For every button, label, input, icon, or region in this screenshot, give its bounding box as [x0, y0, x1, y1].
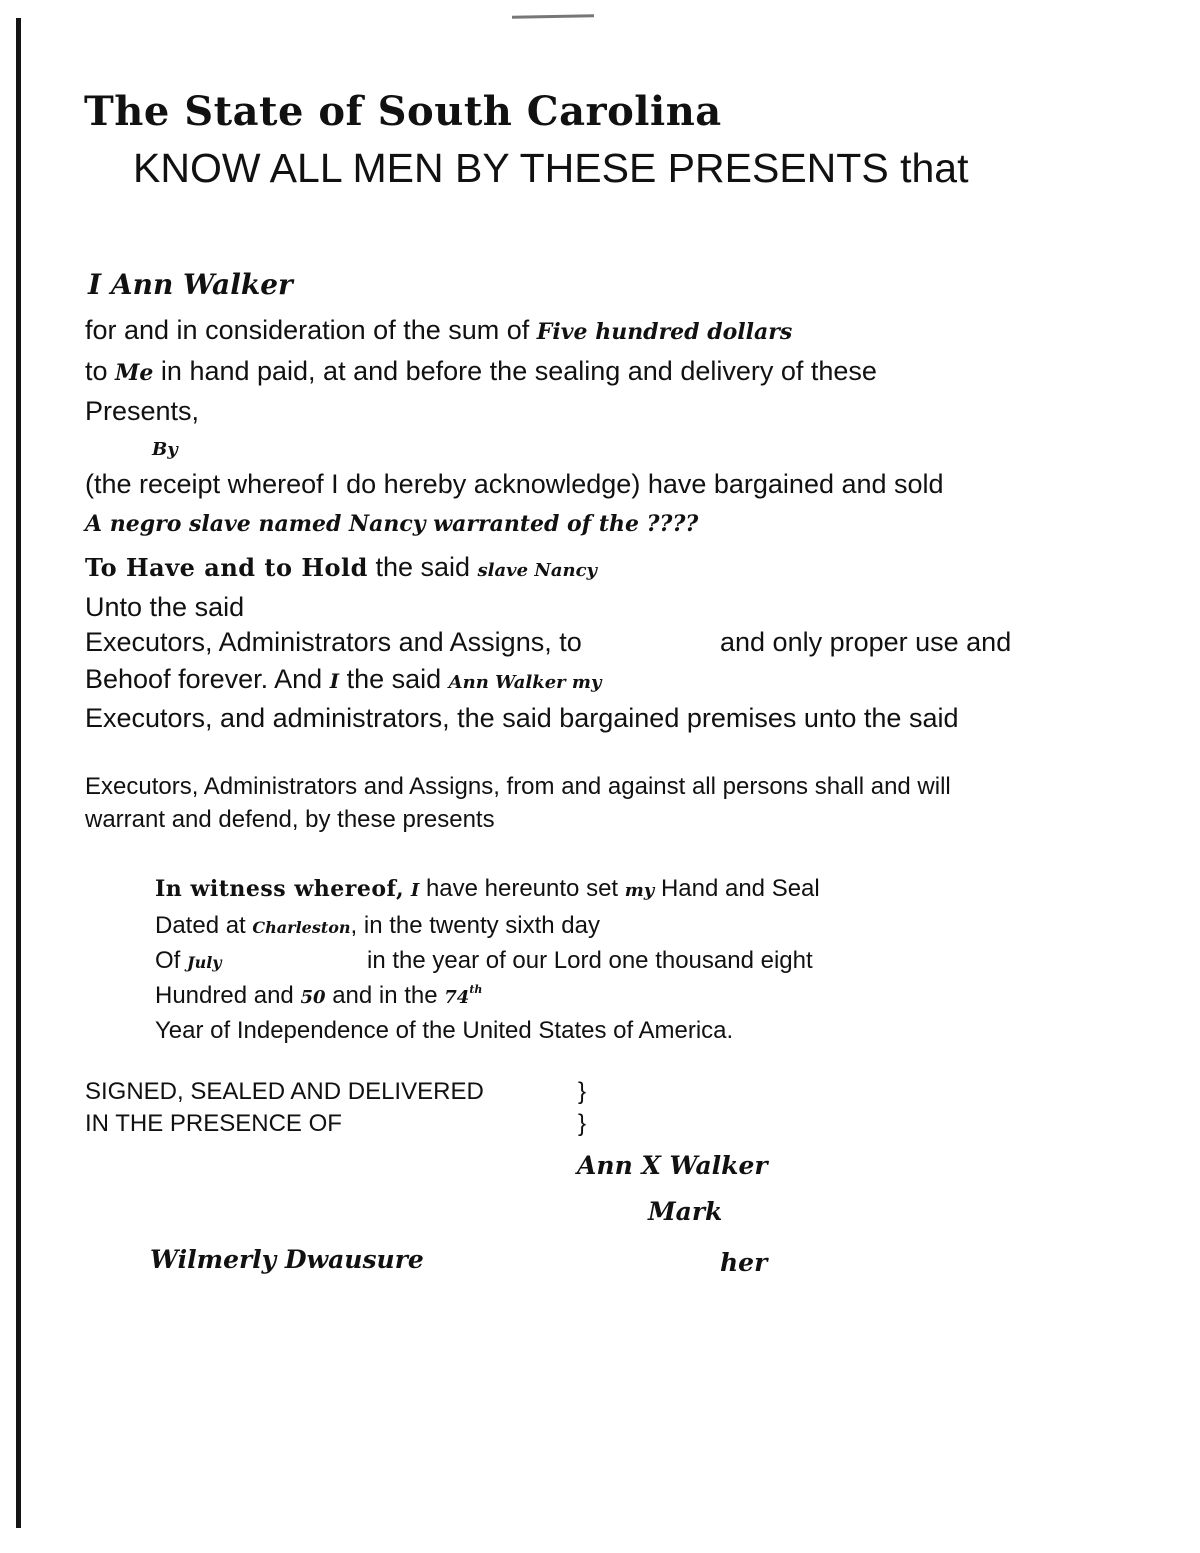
witness-my: my — [624, 880, 655, 901]
witness-label: In witness whereof, — [155, 876, 405, 902]
behoof-text: Behoof forever. And — [85, 664, 323, 694]
payment-line — [85, 356, 877, 387]
month-of: Of — [155, 947, 181, 974]
executors-administrators-line: Executors, and administrators, the said bargained premises unto the said — [85, 703, 959, 733]
year-number: 50 — [300, 987, 326, 1008]
independence-number — [444, 983, 483, 1008]
signer-signature: Ann X Walker — [577, 1151, 768, 1180]
independence-line: Year of Independence of the United States of America. — [155, 1017, 734, 1044]
witness-i: I — [410, 880, 420, 901]
independence-suffix: th — [469, 983, 483, 996]
habendum-line — [85, 552, 597, 583]
month-value: July — [187, 953, 222, 972]
habendum-label: To Have and to Hold — [85, 553, 368, 582]
witness-signature: Wilmerly Dwausure — [150, 1245, 424, 1274]
hundred-line — [155, 982, 482, 1010]
behoof-name: Ann Walker my — [448, 672, 602, 693]
mark-label: Mark — [648, 1197, 723, 1226]
warranty-line-1: Executors, Administrators and Assigns, from and against all persons shall and will — [85, 773, 951, 800]
witness-hand: Hand and Seal — [660, 875, 820, 902]
her-label: her — [720, 1248, 768, 1277]
scan-mark — [512, 14, 594, 18]
executors-b: and only proper use and — [720, 627, 1012, 657]
dated-label: Dated at — [155, 912, 246, 939]
year-text-line: in the year of our Lord one thousand eight — [367, 947, 813, 974]
brace-2: } — [578, 1110, 587, 1137]
unto-line: Unto the said — [85, 592, 245, 622]
dated-line — [155, 912, 600, 940]
receipt-line: (the receipt whereof I do hereby acknowledge) have bargained and sold — [85, 469, 944, 499]
by-annotation: By — [152, 439, 178, 460]
payment-text: in hand paid, at and before the sealing and delivery of these — [160, 356, 877, 386]
habendum-item: slave Nancy — [477, 560, 597, 581]
grantor-pronoun: I — [88, 268, 102, 301]
presents-line: Presents, — [85, 396, 200, 426]
consideration-line — [85, 315, 792, 346]
property-line: A negro slave named Nancy warranted of the ???? — [85, 511, 699, 537]
grantor-name: Ann Walker — [110, 268, 293, 301]
witness-have: have hereunto set — [425, 875, 619, 902]
hundred-label: Hundred and — [155, 982, 294, 1009]
presence-label: IN THE PRESENCE OF — [85, 1110, 342, 1137]
grantor-line — [88, 268, 293, 301]
independence-number-value: 74 — [444, 987, 470, 1008]
witness-line — [155, 875, 820, 903]
consideration-amount: Five hundred dollars — [536, 319, 793, 345]
payment-to: to — [85, 356, 108, 386]
dated-place: Charleston — [252, 918, 351, 937]
warranty-line-2: warrant and defend, by these presents — [85, 806, 495, 833]
and-in-label: and in the — [332, 982, 438, 1009]
payment-me: Me — [115, 360, 154, 386]
brace-1: } — [578, 1078, 587, 1105]
dated-day: , in the twenty sixth day — [350, 912, 600, 939]
month-line — [155, 947, 222, 975]
consideration-prefix: for and in consideration of the sum of — [85, 315, 530, 345]
behoof-line — [85, 664, 601, 695]
executors-a: Executors, Administrators and Assigns, to — [85, 627, 582, 657]
habendum-text: the said — [375, 552, 471, 582]
behoof-the-said: the said — [346, 664, 442, 694]
signed-sealed-label: SIGNED, SEALED AND DELIVERED — [85, 1078, 484, 1105]
scan-edge-shadow — [16, 18, 21, 1528]
document-title: The State of South Carolina — [84, 88, 722, 135]
behoof-i: I — [329, 669, 340, 693]
document-subtitle: KNOW ALL MEN BY THESE PRESENTS that — [133, 145, 969, 191]
